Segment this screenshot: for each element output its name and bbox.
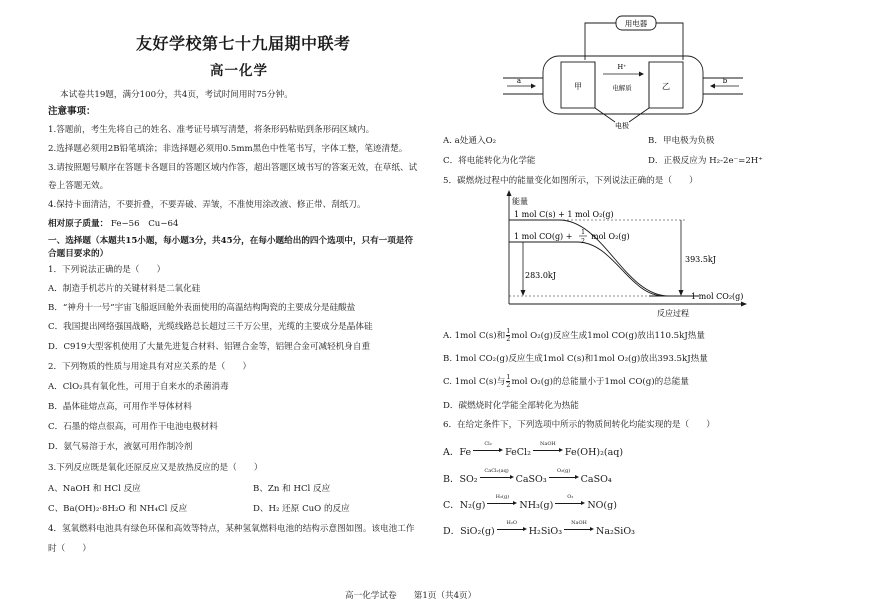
- level-mid-frac-num: 1: [581, 229, 585, 236]
- q6-a-label: A．: [443, 447, 460, 458]
- q6-c-s3: NO(g): [587, 500, 617, 511]
- notes-heading: 注意事项：: [48, 106, 96, 117]
- right-cell-label: 乙: [662, 82, 670, 91]
- q5-a-text: A. 1mol C(s)和: [443, 331, 506, 341]
- level-mid-label-cont: mol O₂(g): [591, 232, 630, 241]
- q6-a-c1: Cl₂: [484, 441, 492, 447]
- appliance-label: 用电器: [624, 19, 648, 28]
- arrow-icon: [480, 468, 514, 482]
- q2-option-d: D．氨气易溶于水，液氨可用作制冷剂: [48, 442, 193, 452]
- q1-stem: 1．下列说法正确的是（ ）: [48, 265, 166, 275]
- note-item: 3.请按照题号顺序在答题卡各题目的答题区域内作答，超出答题区域书写的答案无效，在草纸、试: [48, 163, 418, 173]
- q2-option-c: C．石墨的熔点很高，可用作干电池电极材料: [48, 422, 218, 432]
- q4-stem-cont: 时（ ）: [48, 544, 91, 554]
- left-cell-label: 甲: [574, 82, 582, 91]
- q6-d-s3: Na₂SiO₃: [596, 526, 635, 537]
- q5-a-frac-den: 2: [506, 335, 511, 343]
- q6-d-s2: H₂SiO₃: [528, 526, 563, 537]
- q5-option-b: B. 1mol CO₂(g)反应生成1mol C(s)和1mol O₂(g)放出393.5kJ热量: [443, 354, 708, 364]
- level-bottom-label: 1 mol CO₂(g): [691, 292, 744, 301]
- q6-option-a: [443, 441, 624, 458]
- exam-subject: 高一化学: [210, 63, 268, 79]
- note-item: 4.保持卡面清洁，不要折叠，不要弄破、弄皱，不准使用涂改液、修正带、刮纸刀。: [48, 200, 366, 210]
- atomic-mass-values: Fe−56 Cu−64: [110, 219, 179, 229]
- q1-option-b: B．“神舟十一号”宇宙飞船返回舱外表面使用的高温结构陶瓷的主要成分是硅酸盐: [48, 303, 356, 313]
- note-item: 2.选择题必须用2B铅笔填涂；非选择题必须用0.5mm黑色中性笔书写，字体工整，笔迹清楚。: [48, 144, 408, 154]
- arrow-icon: [549, 468, 579, 482]
- q3-option-d: D、H₂ 还原 CuO 的反应: [253, 504, 350, 514]
- q6-d-c1: H₂O: [506, 520, 517, 526]
- hplus-label: H⁺: [617, 63, 627, 71]
- exam-title: 友好学校第七十九届期中联考: [136, 34, 351, 53]
- q6-c-c1: H₂(g): [495, 494, 510, 500]
- q6-option-d: [443, 520, 635, 537]
- q5-c-fraction: [506, 374, 510, 389]
- q6-b-c2: O₂(g): [557, 468, 571, 474]
- q4-option-c: C．将电能转化为化学能: [443, 156, 536, 166]
- q6-stem: 6．在给定条件下，下列选项中所示的物质间转化均能实现的是（ ）: [443, 420, 715, 430]
- energy-axis-label: 能量: [512, 197, 528, 206]
- q5-a-text-cont: mol O₂(g)反应生成1mol CO(g)放出110.5kJ热量: [511, 331, 705, 341]
- note-item: 卷上答题无效。: [48, 181, 109, 191]
- q4-option-a: A. a处通入O₂: [443, 136, 497, 146]
- atomic-mass-line: [48, 219, 178, 230]
- q5-c-frac-num: 1: [506, 373, 511, 381]
- arrow-icon: [564, 520, 594, 534]
- level-mid-frac-den: 2: [581, 238, 585, 245]
- q1-option-d: D．C919大型客机使用了大量先进复合材料、铝锂合金等，铝锂合金可减轻机身自重: [48, 342, 371, 352]
- inlet-b-label: b: [722, 77, 728, 85]
- q6-b-label: B．: [443, 474, 460, 485]
- arrow-icon: [487, 494, 517, 508]
- q6-b-s2: CaSO₃: [515, 474, 547, 485]
- q1-option-c: C．我国提出网络强国战略，光缆线路总长超过三千万公里，光缆的主要成分是晶体硅: [48, 322, 373, 332]
- q6-a-s2: FeCl₂: [505, 447, 531, 458]
- q6-d-c2: NaOH: [571, 520, 587, 526]
- q5-c-frac-den: 2: [506, 381, 511, 389]
- level-mid-label: 1 mol CO(g) +: [514, 232, 573, 241]
- arrow-icon: [497, 520, 527, 534]
- q6-b-s3: CaSO₄: [580, 474, 612, 485]
- note-item: 1.答题前，考生先将自己的姓名、准考证号填写清楚，将条形码粘贴到条形码区域内。: [48, 125, 375, 135]
- arrow-icon: [555, 494, 585, 508]
- q6-c-label: C．: [443, 500, 460, 511]
- q4-option-b: B．甲电极为负极: [648, 136, 715, 146]
- gap-283-label: 283.0kJ: [525, 271, 556, 280]
- q3-option-a: A、NaOH 和 HCl 反应: [48, 484, 141, 494]
- q5-option-a: [443, 328, 705, 343]
- q2-option-a: A．ClO₂具有氧化性，可用于自来水的杀菌消毒: [48, 382, 229, 392]
- q3-option-b: B、Zn 和 HCl 反应: [253, 484, 331, 494]
- q5-c-text: C. 1mol C(s)与: [443, 377, 506, 387]
- atomic-mass-label: 相对原子质量：: [48, 219, 109, 229]
- reaction-axis-label: 反应过程: [657, 309, 689, 318]
- electrolyte-label: 电解质: [612, 84, 632, 92]
- q6-a-c2: NaOH: [539, 441, 556, 447]
- level-top-label: 1 mol C(s) + 1 mol O₂(g): [514, 210, 614, 219]
- section1-heading-cont: 合题目要求的）: [48, 249, 109, 259]
- q6-option-b: [443, 468, 612, 485]
- q5-a-frac-num: 1: [506, 327, 511, 335]
- arrow-icon: [473, 441, 503, 455]
- arrow-icon: [533, 441, 563, 455]
- q4-option-d: D．正极反应为 H₂-2e⁻=2H⁺: [648, 156, 763, 166]
- q4-stem: 4．氢氧燃料电池具有绿色环保和高效等特点，某种氢氧燃料电池的结构示意图如图。该电池工作: [48, 524, 415, 534]
- electrode-label: 电极: [615, 122, 629, 130]
- q3-option-c: C、Ba(OH)₂·8H₂O 和 NH₄Cl 反应: [48, 504, 188, 514]
- q2-option-b: B．晶体硅熔点高，可用作半导体材料: [48, 402, 192, 412]
- q6-a-s1: Fe: [459, 447, 472, 458]
- page-footer: 高一化学试卷 第1页（共4页）: [345, 591, 477, 601]
- q6-d-s1: SiO₂(g): [460, 526, 495, 537]
- q6-d-label: D．: [443, 526, 461, 537]
- q2-stem: 2．下列物质的性质与用途具有对应关系的是（ ）: [48, 362, 252, 372]
- q5-stem: 5．碳燃烧过程中的能量变化如图所示，下列说法正确的是（ ）: [443, 176, 698, 186]
- q1-option-a: A．制造手机芯片的关键材料是二氧化硅: [48, 284, 201, 294]
- q5-a-fraction: [506, 328, 510, 343]
- q5-option-d: D．碳燃烧时化学能全部转化为热能: [443, 401, 579, 411]
- q3-stem: 3.下列反应既是氧化还原反应又是放热反应的是（ ）: [48, 463, 263, 473]
- section1-heading: 一、选择题（本题共15小题，每小题3分，共45分，在每小题给出的四个选项中，只有一项是符: [48, 236, 414, 246]
- q6-c-s1: N₂(g): [459, 500, 486, 511]
- q6-b-c1: CaCl₂(aq): [484, 468, 509, 474]
- exam-info: 本试卷共19题，满分100分，共4页，考试时间用时75分钟。: [60, 90, 293, 100]
- inlet-a-label: a: [516, 77, 522, 85]
- q6-c-c2: O₂: [567, 494, 574, 500]
- q6-option-c: [443, 494, 617, 511]
- gap-393-label: 393.5kJ: [685, 255, 716, 264]
- q6-a-s3: Fe(OH)₂(aq): [564, 447, 624, 458]
- q5-option-c: [443, 374, 689, 389]
- energy-diagram: [499, 190, 749, 320]
- q6-b-s1: SO₂: [459, 474, 478, 485]
- fuel-cell-diagram: [503, 10, 743, 130]
- q5-c-text-cont: mol O₂(g)的总能量小于1mol CO(g)的总能量: [511, 377, 689, 387]
- q6-c-s2: NH₃(g): [519, 500, 554, 511]
